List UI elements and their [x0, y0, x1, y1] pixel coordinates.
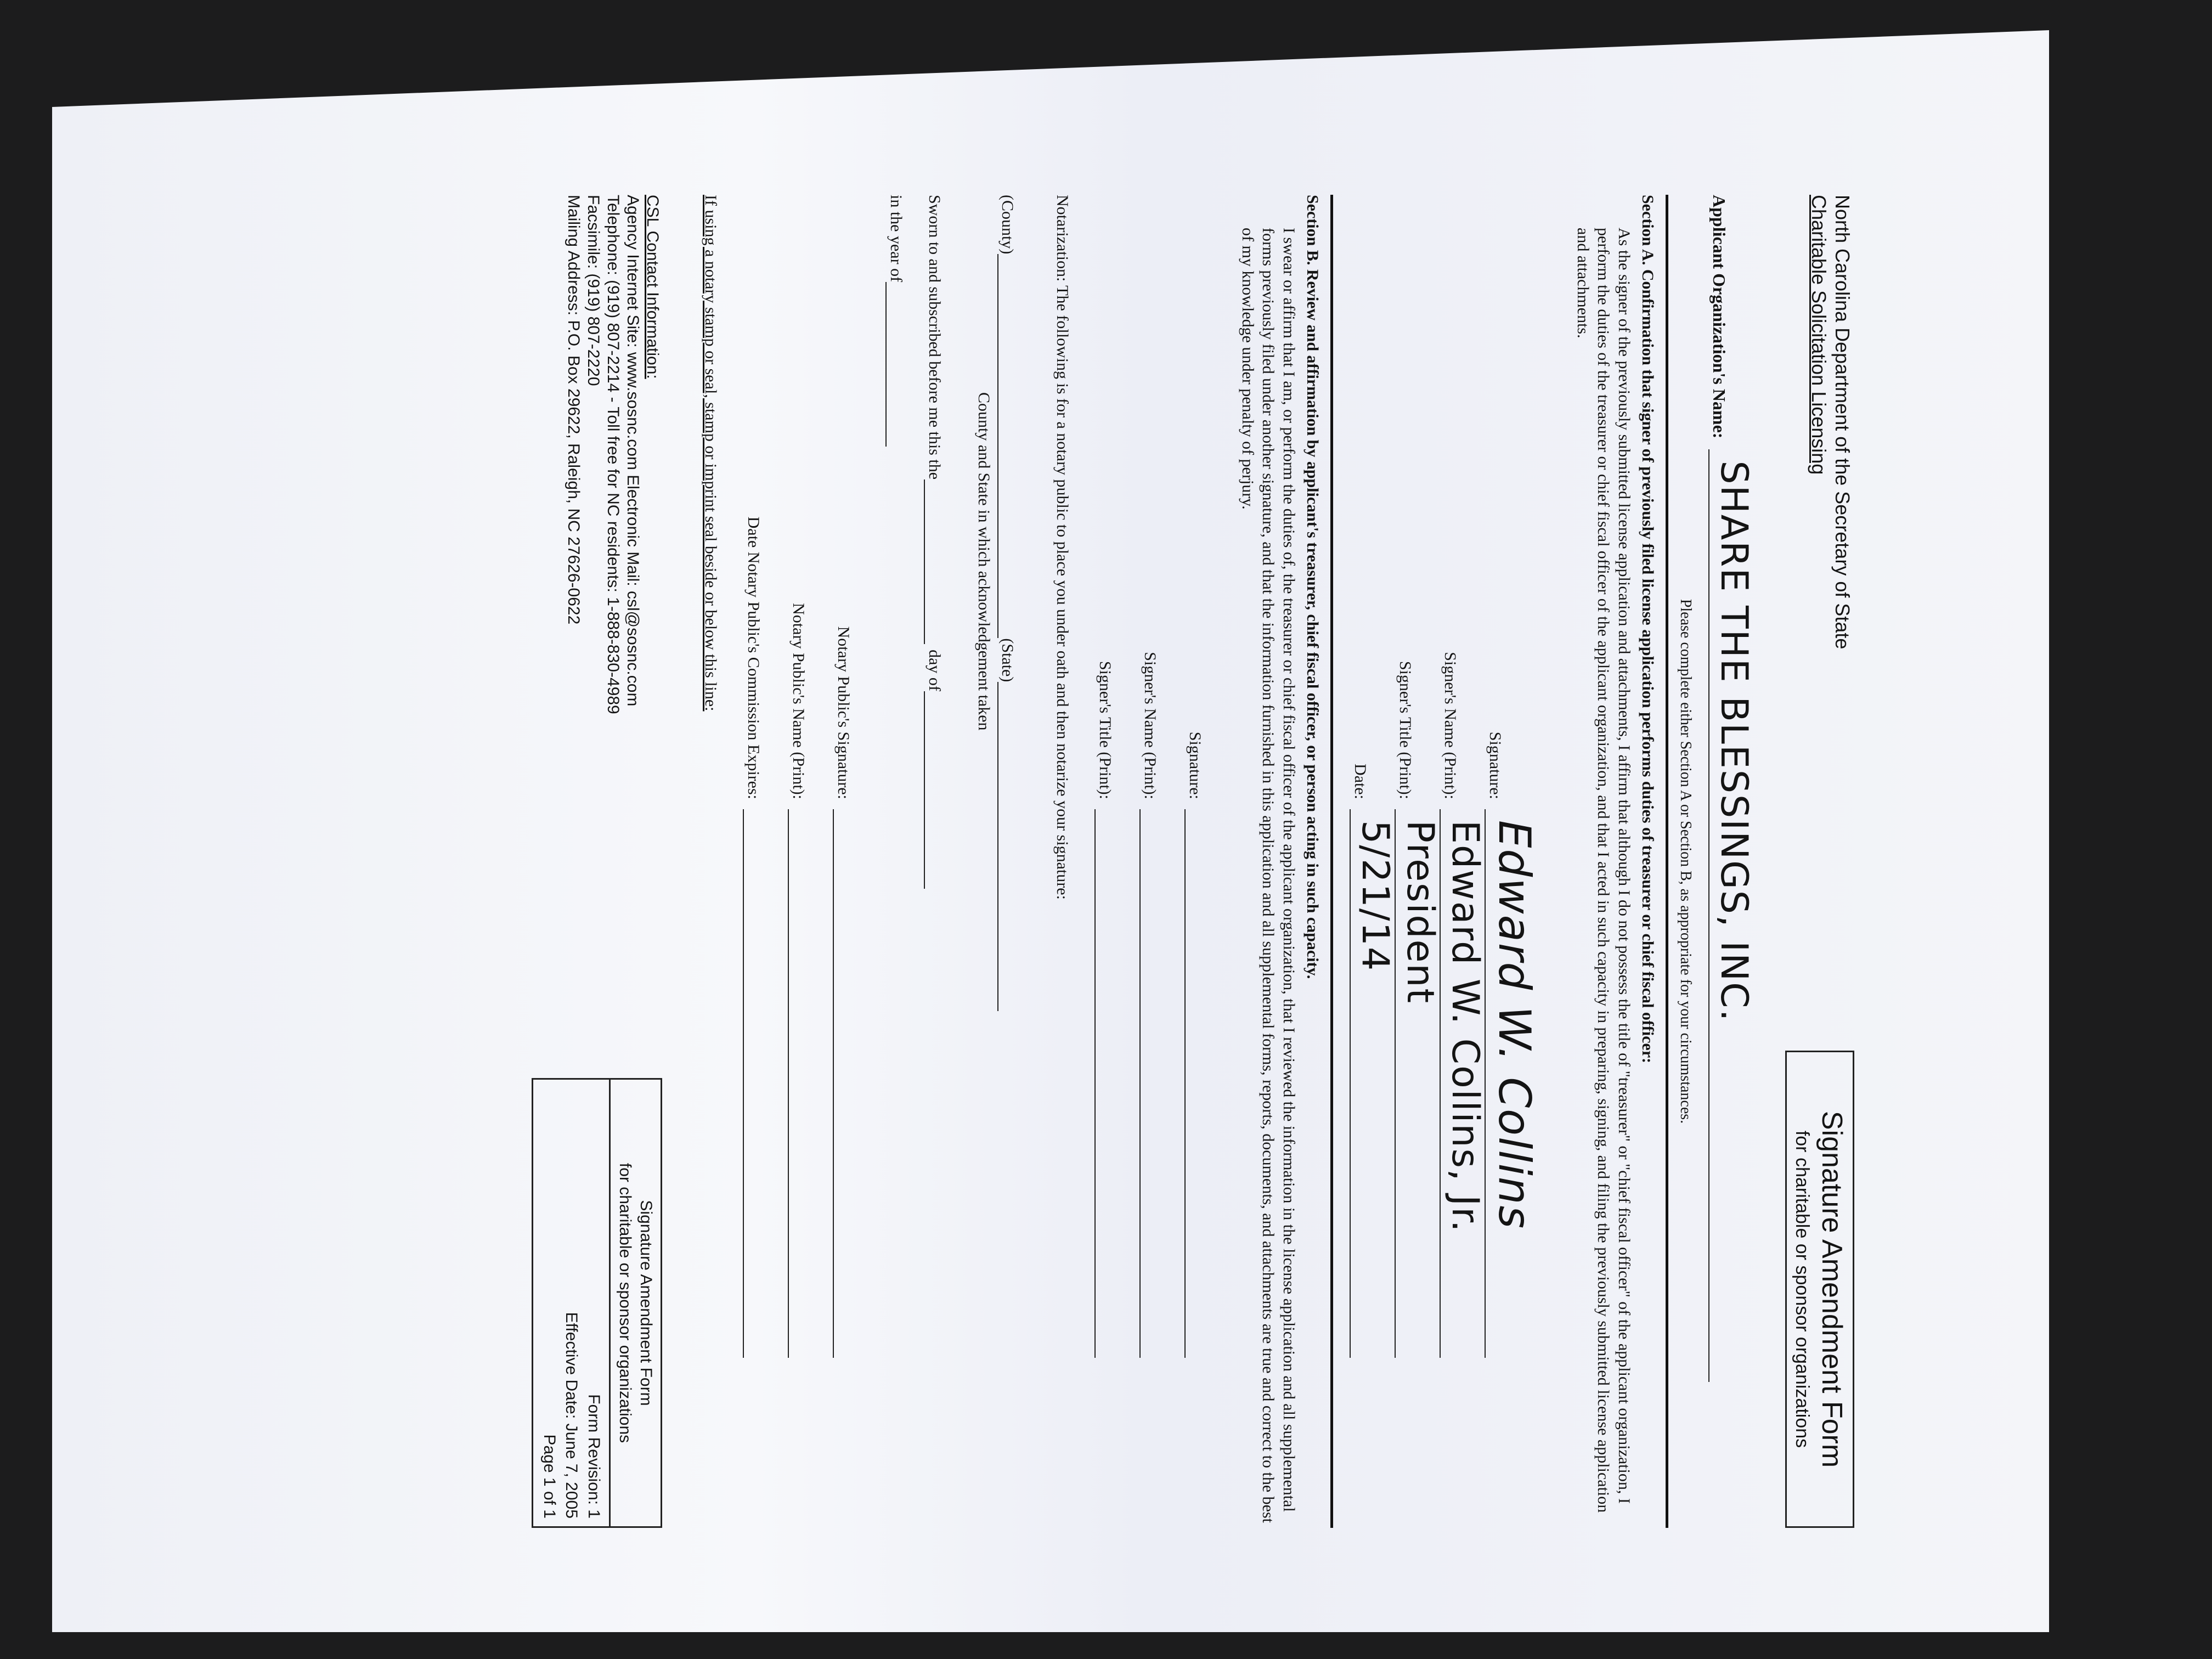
section-a-date-label: Date: — [1351, 764, 1369, 799]
agency-name: North Carolina Department of the Secretary of State — [1831, 195, 1854, 650]
contact-block — [532, 195, 663, 1078]
state-field[interactable] — [997, 682, 1019, 1011]
footer-revision: Form Revision: 1 — [585, 1394, 603, 1519]
commission-row — [743, 195, 774, 1528]
county-state-caption: County and State in which acknowledgement taken — [975, 392, 993, 731]
applicant-label: Applicant Organization's Name: — [1709, 195, 1730, 439]
section-a-signature-row — [1485, 195, 1551, 1528]
section-a-title-field[interactable] — [1395, 809, 1442, 1358]
section-b-name-field[interactable] — [1140, 809, 1171, 1358]
footer-form-meta — [534, 1080, 610, 1526]
sworn-text: Sworn to and subscribed before me this the — [926, 195, 944, 480]
county-field[interactable] — [997, 254, 1019, 638]
sworn-day-field[interactable] — [924, 479, 946, 644]
section-a-date-field[interactable] — [1350, 809, 1397, 1358]
section-b-title-label: Signer's Title (Print): — [1096, 661, 1114, 799]
section-a-name-label: Signer's Name (Print): — [1441, 652, 1459, 799]
county-state-row — [997, 195, 1019, 1528]
year-row — [886, 195, 908, 1528]
section-b-signature-label: Signature: — [1186, 731, 1204, 799]
section-b-name-label: Signer's Name (Print): — [1141, 652, 1159, 799]
applicant-row — [1709, 195, 1756, 1528]
form-title: Signature Amendment Form — [1816, 1110, 1848, 1468]
footer-form-box — [532, 1078, 663, 1528]
section-a-name-row — [1440, 195, 1487, 1528]
notary-signature-row — [833, 195, 864, 1528]
form-page — [88, 145, 1887, 1572]
footer-form-name — [609, 1080, 661, 1526]
signer-title-value: President — [1398, 820, 1442, 1005]
contact-phone: Telephone: (919) 807-2214 - Toll free for NC residents: 1-888-830-4989 — [604, 195, 622, 714]
notary-signature-label: Notary Public's Signature: — [834, 626, 853, 799]
divider-b — [1331, 195, 1334, 1528]
contact-heading: CSL Contact Information: — [644, 195, 662, 379]
contact-web: Agency Internet Site: www.sosnc.com Electronic Mail: csl@sosnc.com — [624, 195, 642, 707]
notary-name-label: Notary Public's Name (Print): — [789, 603, 808, 799]
commission-field[interactable] — [743, 809, 774, 1358]
notary-name-row — [788, 195, 819, 1528]
section-b-signature-row — [1185, 195, 1216, 1528]
contact-fax: Facsimile: (919) 807-2220 — [584, 195, 602, 386]
section-a-body: As the signer of the previously submitted license application and attachments, I affirm that although I do not possess the title of "treasurer" or "chief fiscal officer" of the applicant organization, I perform the duties of the treasurer or chief fiscal officer of the applicant organization, and that I acted in such capacity in preparing, signing, and filing the previously submitted license application and attachments. — [1574, 228, 1633, 1513]
contact-mail: Mailing Address: P.O. Box 29622, Raleigh, NC 27626-0622 — [565, 195, 583, 625]
section-a-signature-field[interactable] — [1485, 809, 1551, 1358]
county-label: (County) — [998, 195, 1017, 255]
section-b-body: I swear or affirm that I am, or perform the duties of, the treasurer or chief fiscal officer of the applicant organization, that I reviewed the information in the license application and all supplemental forms previously filed under another signature, and that the information furnished in this application and all supplemental forms, reports, documents, and attachments are true and correct to the best of my knowledge under penalty of perjury. — [1239, 228, 1298, 1523]
form-header — [1786, 195, 1855, 1528]
section-b-signature-field[interactable] — [1185, 809, 1216, 1358]
footer-form-sub: for charitable or sponsor organizations — [616, 1163, 635, 1443]
notary-name-field[interactable] — [788, 809, 819, 1358]
agency-block — [1807, 195, 1854, 1051]
footer-page-number: Page 1 of 1 — [540, 1434, 558, 1519]
section-b-title-row — [1095, 195, 1126, 1528]
handwritten-signature: Edward W. Collins — [1489, 820, 1541, 1230]
day-of-text: day of — [926, 650, 944, 691]
footer-effective-date: Effective Date: June 7, 2005 — [562, 1312, 581, 1519]
notary-signature-field[interactable] — [833, 809, 864, 1358]
page-footer — [532, 195, 663, 1528]
year-field[interactable] — [886, 282, 908, 447]
section-a-title-row — [1395, 195, 1442, 1528]
applicant-value: SHARE THE BLESSINGS, INC. — [1712, 460, 1756, 1023]
form-title-box — [1786, 1051, 1855, 1528]
state-label: (State) — [998, 638, 1017, 682]
commission-label: Date Notary Public's Commission Expires: — [744, 516, 763, 799]
signer-name-value: Edward W. Collins, Jr. — [1443, 820, 1487, 1233]
instruction-text: Please complete either Section A or Section B, as appropriate for your circumstances. — [1677, 599, 1695, 1124]
form-subtitle: for charitable or sponsor organizations — [1792, 1130, 1813, 1448]
sworn-month-field[interactable] — [924, 691, 946, 889]
sworn-row — [924, 195, 946, 1528]
section-a-name-field[interactable] — [1440, 809, 1487, 1358]
section-b-heading: Section B. Review and affirmation by applicant's treasurer, chief fiscal officer, or person acting in such capacity. — [1304, 195, 1322, 979]
footer-form-title: Signature Amendment Form — [637, 1200, 655, 1406]
section-a-signature-label: Signature: — [1486, 731, 1504, 799]
date-value: 5/21/14 — [1353, 820, 1397, 972]
section-a-heading: Section A. Confirmation that signer of previously filed license application performs duties of treasurer or chief fiscal officer: — [1639, 195, 1657, 1064]
year-text: in the year of — [887, 195, 905, 283]
agency-division: Charitable Solicitation Licensing — [1807, 195, 1830, 475]
notarization-intro: Notarization: The following is for a notary public to place you under oath and then notarize your signature: — [1053, 195, 1072, 900]
section-b-title-field[interactable] — [1095, 809, 1126, 1358]
section-b-name-row — [1140, 195, 1171, 1528]
applicant-field[interactable] — [1709, 449, 1756, 1382]
section-a-title-label: Signer's Title (Print): — [1396, 661, 1414, 799]
seal-note: If using a notary stamp or seal, stamp or imprint seal beside or below this line: — [702, 195, 720, 712]
divider-a — [1666, 195, 1669, 1528]
section-a-date-row — [1350, 195, 1397, 1528]
